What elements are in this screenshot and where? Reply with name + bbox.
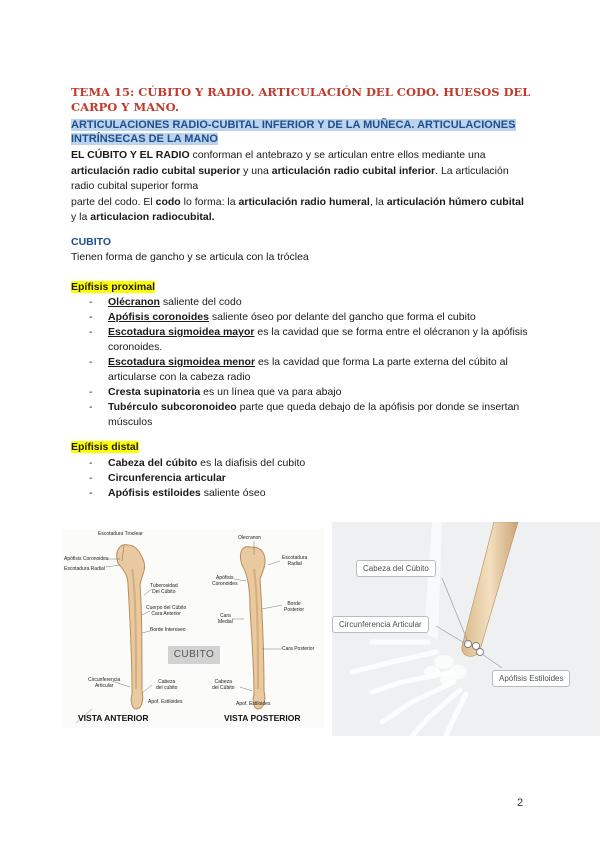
- item-desc: es un línea que va para abajo: [200, 386, 342, 398]
- label-borde-interoseo: Borde Interoseo: [150, 627, 186, 633]
- list-item: - Cresta supinatoria es un línea que va para abajo: [89, 386, 342, 398]
- item-term: Escotadura sigmoidea mayor: [108, 326, 255, 338]
- cubito-badge: CUBITO: [168, 646, 220, 664]
- item-term: Escotadura sigmoidea menor: [108, 356, 256, 368]
- list-item: - Escotadura sigmoidea mayor es la cavidad que se forma entre el olécranon y la apófisis coronoides.: [89, 326, 528, 353]
- list-item: - Cabeza del cúbito es la diafisis del cubito: [89, 457, 306, 469]
- intro-term: articulacion radiocubital.: [90, 211, 215, 223]
- intro-term: articulación radio humeral: [238, 195, 370, 208]
- list-item: - Olécranon saliente del codo: [89, 296, 242, 308]
- distal-heading: Epífisis distal: [71, 441, 139, 453]
- callout-cabeza-cubito: Cabeza del Cúbito: [356, 560, 436, 577]
- item-term: Apófisis estiloides: [108, 487, 201, 499]
- item-desc: es la cavidad que se forma entre el olécranon y la apófisis coronoides.: [108, 326, 528, 353]
- item-term: Tubérculo subcoronoideo: [108, 401, 237, 413]
- label-vista-posterior: VISTA POSTERIOR: [224, 713, 301, 723]
- carpal-bones: [424, 655, 467, 686]
- label-cabeza-cubito: Cabeza del cubito: [156, 679, 178, 691]
- label-tuberosidad: Tuberosidad Del Cúbito: [150, 583, 178, 595]
- label-vista-anterior: VISTA ANTERIOR: [78, 713, 149, 723]
- label-cabeza-cubito-posterior: Cabeza del Cúbito: [212, 679, 235, 691]
- intro-text: parte del codo. El: [71, 195, 156, 208]
- item-term: Cabeza del cúbito: [108, 457, 198, 469]
- intro-text: y una: [240, 164, 272, 177]
- label-olecranon: Olecranon: [238, 535, 262, 541]
- label-circunferencia: Circunferencia Articular: [88, 677, 121, 689]
- page-number: 2: [517, 797, 524, 809]
- cubito-heading: CUBITO: [71, 236, 112, 248]
- intro-term: articulación radio cubital inferior: [271, 164, 436, 177]
- cubito-description: Tienen forma de gancho y se articula con la tróclea: [71, 251, 309, 263]
- label-escotadura-troclear: Escotadura Troclear: [98, 531, 143, 537]
- page-subtitle: [71, 119, 531, 146]
- label-cuerpo-cubito: Cuerpo del Cúbito Cara Anterior: [146, 605, 187, 617]
- intro-term: EL CÚBITO Y EL RADIO: [71, 149, 190, 161]
- label-cara-posterior: Cara Posterior: [282, 646, 315, 652]
- label-apof-estiloides-anterior: Apof. Estiloides: [148, 699, 183, 705]
- label-borde-posterior: Borde Posterior: [284, 601, 305, 613]
- item-desc: saliente óseo: [200, 487, 266, 499]
- item-term: Apófisis coronoides: [108, 311, 209, 323]
- intro-paragraph: [71, 148, 531, 226]
- list-item: - Circunferencia articular: [89, 472, 226, 484]
- item-desc: saliente del codo: [159, 296, 242, 308]
- item-desc: saliente óseo por delante del gancho que forma el cubito: [208, 311, 476, 323]
- proximal-list: [71, 295, 531, 430]
- ulna-bone: [462, 522, 518, 656]
- intro-term: articulación radio cubital superior: [71, 164, 241, 177]
- ulna-anatomy-figure: [62, 529, 324, 728]
- intro-text: lo forma: la: [180, 195, 239, 208]
- intro-text: , la: [369, 195, 387, 208]
- label-apofisis-coronoides: Apófisis Coronoides: [64, 556, 109, 562]
- ulna-posterior-shape: [240, 547, 265, 709]
- item-term: Cresta supinatoria: [108, 386, 201, 398]
- label-apof-estiloides-posterior: Apof. Estiloides: [236, 701, 271, 707]
- intro-term: codo: [155, 195, 181, 208]
- list-item: - Escotadura sigmoidea menor es la cavidad que forma La parte externa del cúbito al articularse con la cabeza radio: [89, 356, 508, 383]
- item-desc: es la diafisis del cubito: [197, 457, 306, 469]
- intro-text: conforman el antebrazo y se articulan entre ellos mediante una: [189, 149, 486, 161]
- list-item: - Apófisis estiloides saliente óseo: [89, 487, 266, 499]
- page-title: TEMA 15: CÚBITO Y RADIO. ARTICULACIÓN DEL CODO. HUESOS DEL CARPO Y MANO.: [71, 85, 531, 114]
- item-desc: es la cavidad que forma La parte externa del cúbito al articularse con la cabeza radio: [108, 356, 508, 383]
- proximal-heading: Epífisis proximal: [71, 281, 156, 293]
- callout-circunferencia-articular: Circunferencia Articular: [332, 616, 429, 633]
- item-desc: parte que queda debajo de la apófisis por donde se insertan músculos: [108, 401, 520, 428]
- label-apofisis-coronoides-posterior: Apófisis Coronoides: [212, 575, 238, 587]
- list-item: - Apófisis coronoides saliente óseo por delante del gancho que forma el cubito: [89, 311, 476, 323]
- distal-list: [71, 456, 531, 501]
- item-term: Circunferencia articular: [108, 472, 226, 484]
- ulna-3d-figure: [332, 522, 600, 736]
- label-escotadura-radial-posterior: Escotadura Radial: [282, 555, 308, 567]
- subtitle-text: ARTICULACIONES RADIO-CUBITAL INFERIOR Y DE LA MUÑECA. ARTICULACIONES INTRÍNSECAS DE LA MANO: [71, 119, 516, 145]
- list-item: - Tubérculo subcoronoideo parte que queda debajo de la apófisis por donde se insertan músculos: [89, 401, 520, 428]
- intro-text: y la: [71, 211, 91, 223]
- intro-text: . La articulación radio cubital superior forma: [71, 164, 509, 192]
- callout-apofisis-estiloides: Apófisis Estiloides: [492, 670, 570, 687]
- label-escotadura-radial: Escotadura Radial: [64, 566, 105, 572]
- ulna-anterior-shape: [117, 545, 145, 709]
- intro-term: articulación húmero cubital: [386, 195, 524, 208]
- item-term: Olécranon: [108, 296, 160, 308]
- label-cara-medial: Cara Medial: [218, 613, 233, 625]
